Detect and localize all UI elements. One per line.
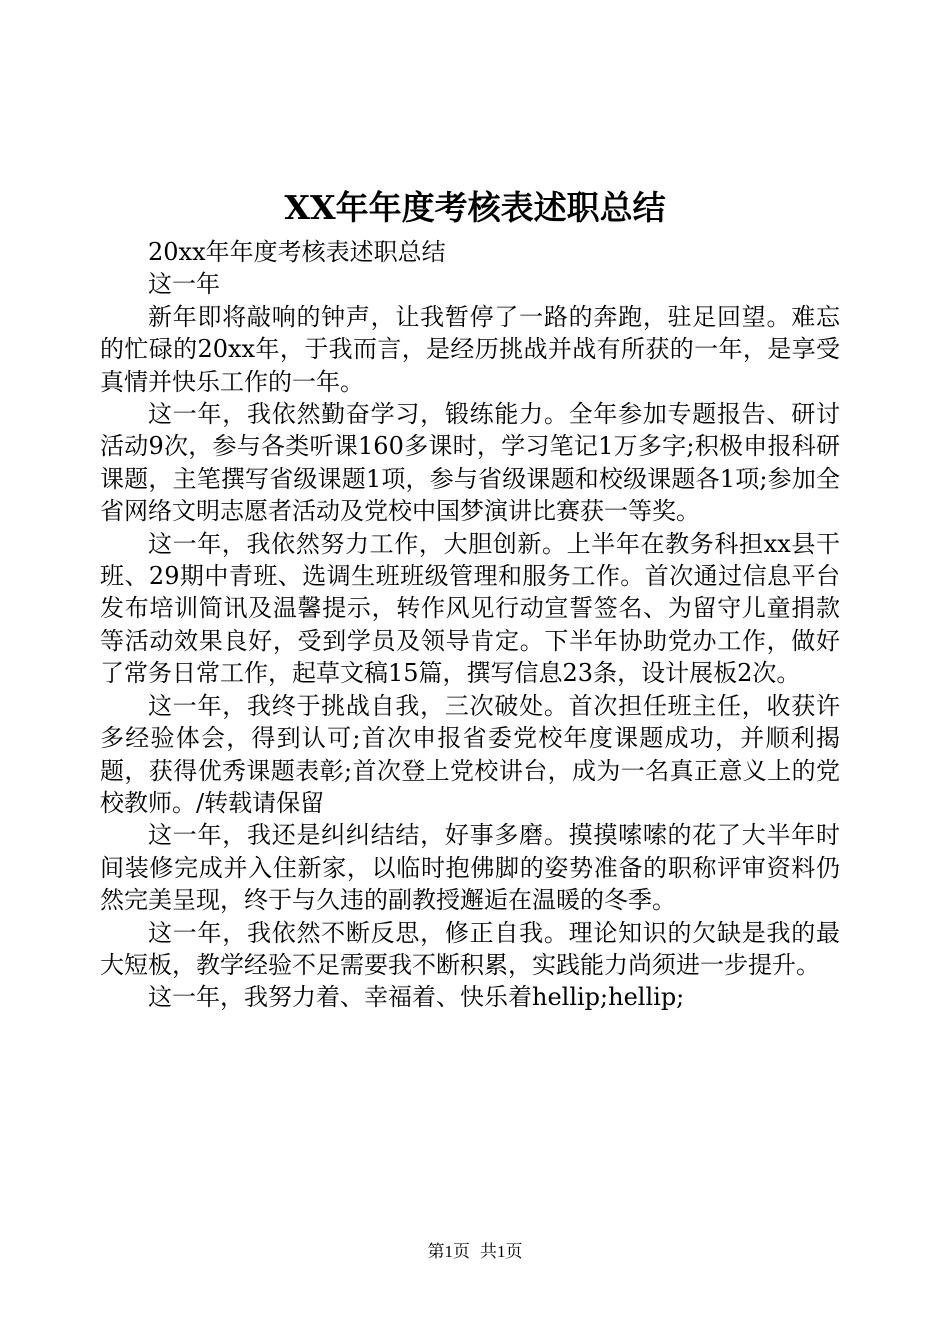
- paragraph: 这一年，我努力着、幸福着、快乐着hellip;hellip;: [148, 983, 685, 1012]
- paragraph: 新年即将敲响的钟声，让我暂停了一路的奔跑，驻足回望。难忘的忙碌的20xx年，于我而言，是经历挑战并战有所获的一年，是享受真情并快乐工作的一年。: [100, 302, 840, 396]
- paragraph: 这一年，我还是纠纠结结，好事多磨。摸摸嗦嗦的花了大半年时间装修完成并入住新家，以临时抱佛脚的姿势准备的职称评审资料仍然完美呈现，终于与久违的副教授邂逅在温暖的冬季。: [100, 821, 840, 915]
- paragraph-heading: 这一年: [148, 270, 220, 299]
- page-number: 第1页: [427, 1242, 470, 1261]
- paragraph-subtitle: 20xx年年度考核表述职总结: [148, 238, 446, 266]
- document-title: XX年年度考核表述职总结: [284, 188, 666, 227]
- document-body: [100, 236, 840, 1014]
- page-footer: [0, 1241, 950, 1263]
- paragraph: 这一年，我终于挑战自我，三次破处。首次担任班主任，收获许多经验体会，得到认可;首次申报省委党校年度课题成功，并顺利揭题，获得优秀课题表彰;首次登上党校讲台，成为一名真正意义上的党校教师。/转载请保留: [100, 691, 840, 817]
- paragraph: 这一年，我依然不断反思，修正自我。理论知识的欠缺是我的最大短板，教学经验不足需要我不断积累，实践能力尚须进一步提升。: [100, 918, 840, 979]
- page-total: 共1页: [480, 1242, 523, 1261]
- paragraph: 这一年，我依然努力工作，大胆创新。上半年在教务科担xx县干班、29期中青班、选调生班班级管理和服务工作。首次通过信息平台发布培训简讯及温馨提示，转作风见行动宣誓签名、为留守儿童捐款等活动效果良好，受到学员及领导肯定。下半年协助党办工作，做好了常务日常工作，起草文稿15篇，撰写信息23条，设计展板2次。: [100, 529, 840, 688]
- paragraph: 这一年，我依然勤奋学习，锻练能力。全年参加专题报告、研讨活动9次，参与各类听课160多课时，学习笔记1万多字;积极申报科研课题，主笔撰写省级课题1项，参与省级课题和校级课题各1项;参加全省网络文明志愿者活动及党校中国梦演讲比赛获一等奖。: [100, 400, 840, 526]
